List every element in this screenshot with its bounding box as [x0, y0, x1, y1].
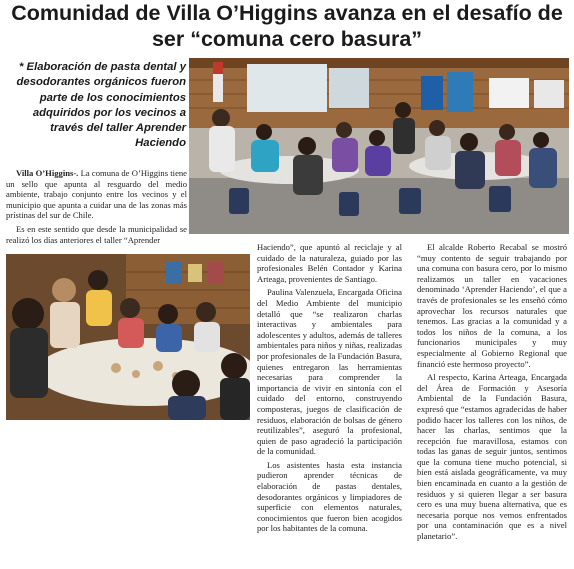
subhead: * Elaboración de pasta dental y desodorantes orgánicos fueron parte de los conocimientos adquiridos por los vecinos a través del taller Aprender Haciendo [16, 61, 186, 150]
dateline: Villa O’Higgins-. [16, 168, 79, 178]
intro-text [6, 168, 187, 248]
intro-paragraph: La comuna de O’Higgins tiene un sello que apunta al resguardo del medio ambiente, trabajo conjunto entre los vecinos y el municipio que apunta a cuidar una de las zonas más prístinas del sur de Chile. [6, 168, 187, 221]
col2-paragraph-3: Los asistentes hasta esta instancia pudieron aprender técnicas de elaboración de pastas dentales, desodorantes orgánicos y limpiadores de superficie con elementos naturales, conocimientos que fueron bien acogidos por los habitantes de la comuna. [257, 459, 402, 534]
workshop-photo-top [189, 58, 569, 234]
workshop-photo-bottom [6, 254, 250, 420]
article-column-3 [417, 242, 567, 545]
col2-paragraph-2: Paulina Valenzuela, Encargada Oficina del Medio Ambiente del municipio detalló que “se realizaron charlas interactivas y ambientales para adolescentes y adultos, además de talleres ambientales para niños y niñas, realizadas por profesionales de la Fundación Basura, quienes entregaron las herramientas necesarias para comprender la importancia de vivir en sintonía con el cuidado del entorno, construyendo composteras, juegos de clasificación de residuos, elaboración de bolsas de género reutilizables”, aseguró la profesional, quien de paso agradeció la participación de la comunidad. [257, 287, 402, 457]
col2-paragraph-1: Haciendo”, que apuntó al reciclaje y al cuidado de la naturaleza, guiado por las profesionales Belén Contador y Karina Arteaga, provenientes de Santiago. [257, 242, 402, 284]
headline: Comunidad de Villa O’Higgins avanza en el desafío de ser “comuna cero basura” [11, 1, 563, 51]
article-column-2 [257, 242, 402, 537]
col3-paragraph-2: Al respecto, Karina Arteaga, Encargada del Área de Formación y Asesoría Ambiental de la Fundación Basura, expresó que “estamos agradecidas de haber podido hacer los talleres con los niños, de hacer las charlas, sentimos que la recepción fue maravillosa, estamos con todas las ganas de seguir juntos, sentimos que la comuna tiene mucho potencial, si bien está aislada geográficamente, va muy bien encaminada en cuanto a la gestión de residuos y si quieren llegar a ser basura cero es una muy buena alternativa, que es necesaria porque nos vemos enfrentados por una contaminación que es a nivel planetario”. [417, 372, 567, 542]
intro-paragraph-2: Es en este sentido que desde la municipalidad se realizó los días anteriores el taller “Aprender [6, 223, 187, 245]
col3-paragraph-1: El alcalde Roberto Recabal se mostró “muy contento de seguir trabajando por una comuna con basura cero, por lo mismo realizamos un taller en vacaciones denominado ‘Aprender Haciendo’, el que a través de profesionales se les enseñó cómo aprovechar los recursos naturales que tenemos. Las gracias a la comunidad y a todos los niños de la comuna, a los funcionarios municipales y muy especialmente al Gobierno Regional que financió este hermoso proyecto”. [417, 242, 567, 369]
